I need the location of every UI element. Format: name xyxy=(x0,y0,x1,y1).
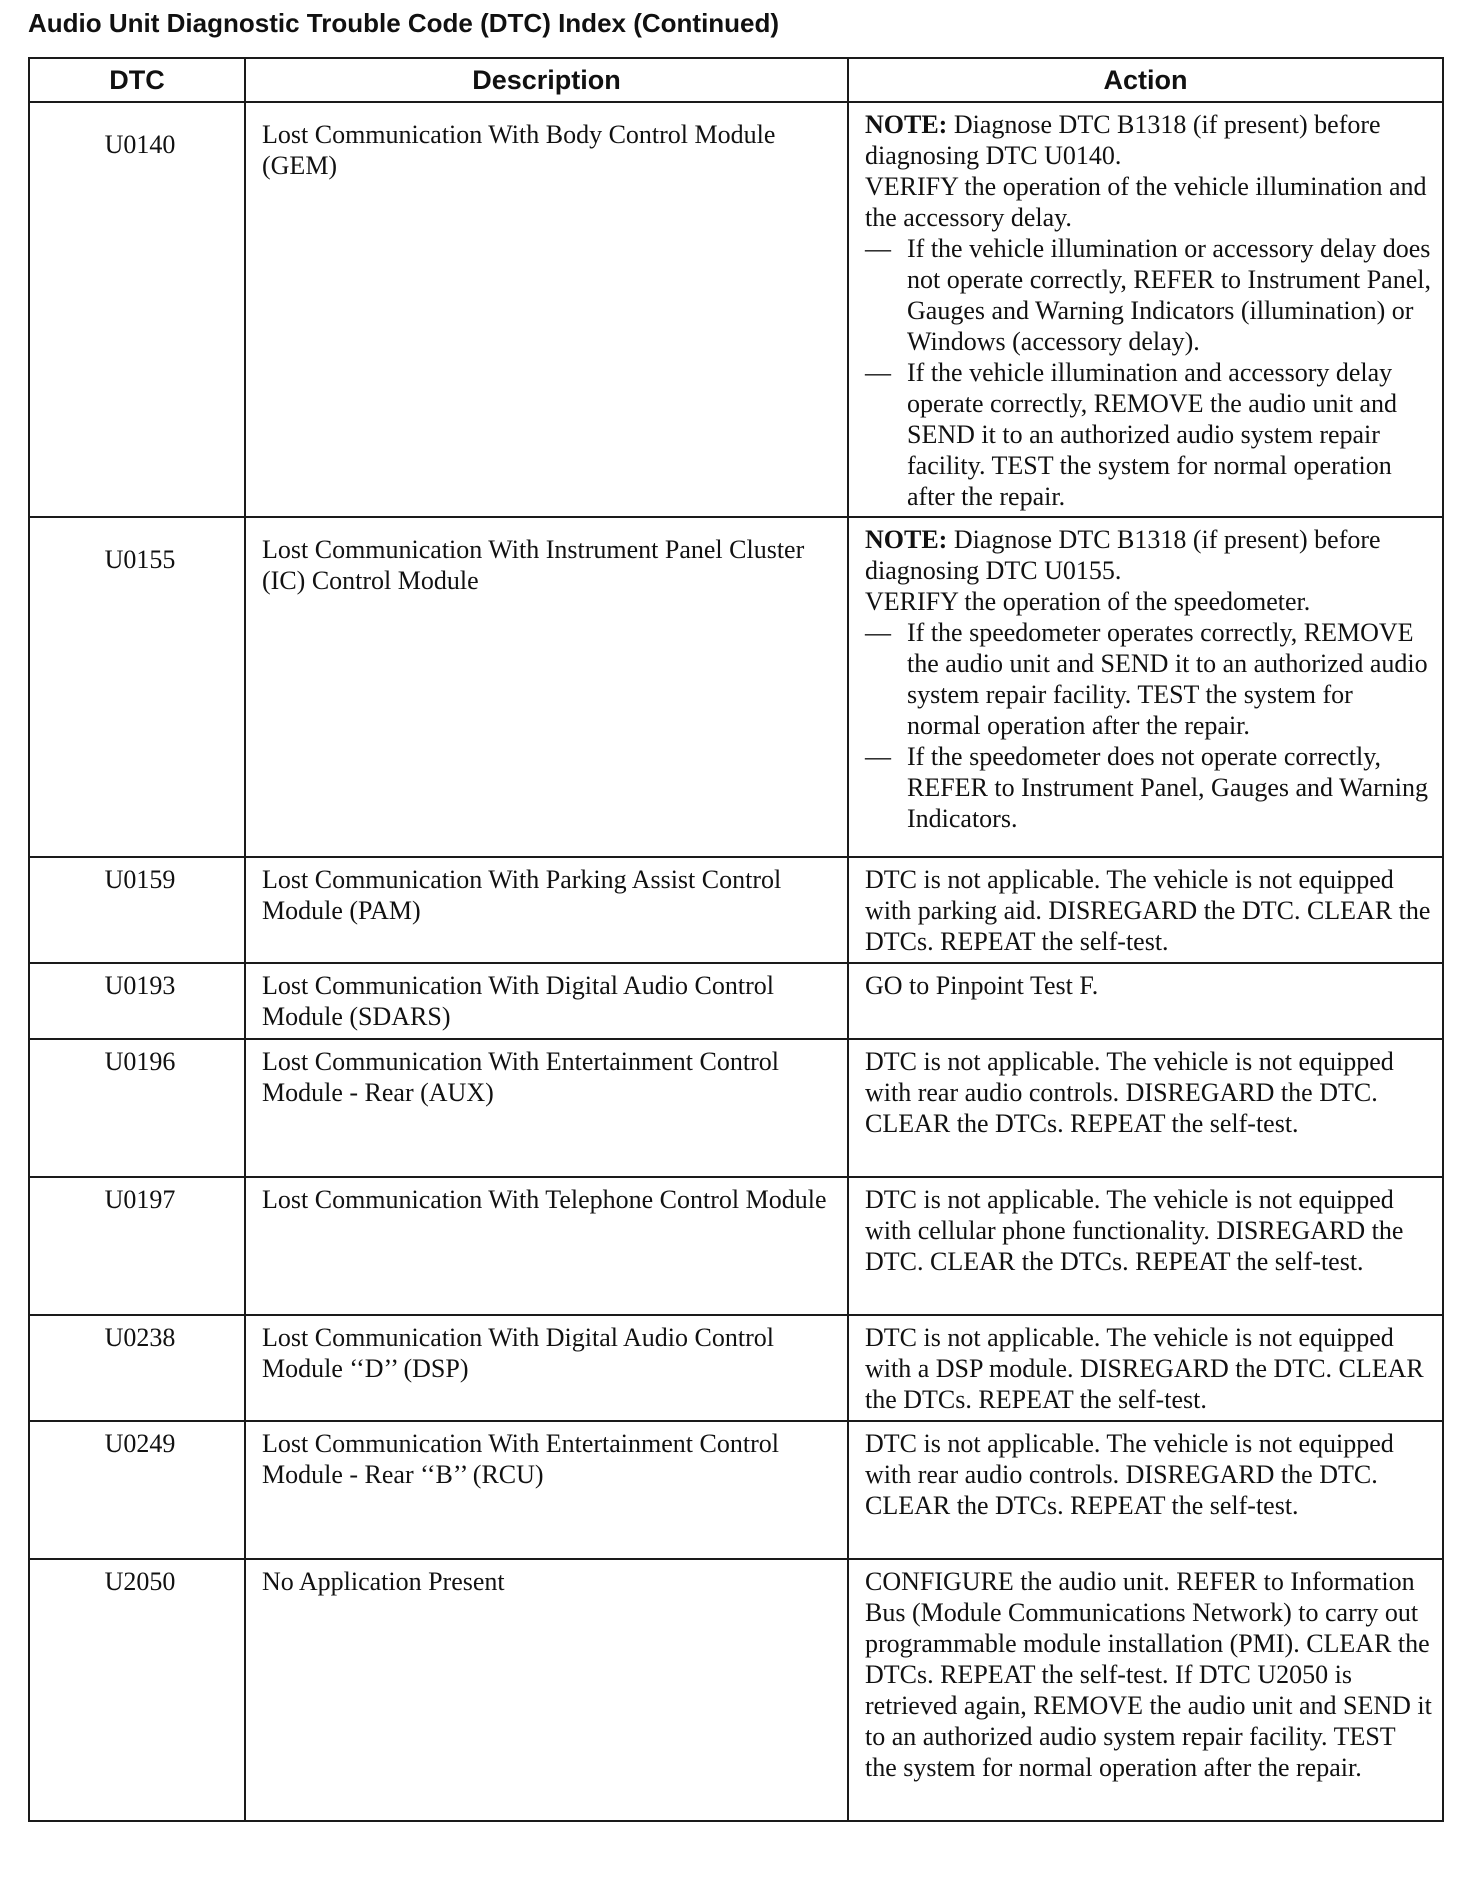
table-row xyxy=(29,1559,1443,1821)
description-cell: Lost Communication With Entertainment Control Module - Rear ‘‘B’’ (RCU) xyxy=(245,1421,848,1559)
action-step-text: If the vehicle illumination and accessory delay operate correctly, REMOVE the audio unit and SEND it to an authorized audio system repair facility. TEST the system for normal operation after the repair. xyxy=(907,358,1397,511)
action-steps xyxy=(865,233,1432,512)
note-text: Diagnose DTC B1318 (if present) before diagnosing DTC U0140. xyxy=(865,110,1381,170)
description-cell: Lost Communication With Instrument Panel Cluster (IC) Control Module xyxy=(245,517,848,857)
dtc-code-cell: U0155 xyxy=(29,517,245,857)
dtc-code-cell: U0140 xyxy=(29,102,245,517)
column-header-dtc: DTC xyxy=(29,58,245,102)
note-text: Diagnose DTC B1318 (if present) before diagnosing DTC U0155. xyxy=(865,525,1381,585)
description-cell: Lost Communication With Digital Audio Control Module ‘‘D’’ (DSP) xyxy=(245,1315,848,1421)
action-cell: DTC is not applicable. The vehicle is not equipped with rear audio controls. DISREGARD the DTC. CLEAR the DTCs. REPEAT the self-test. xyxy=(848,1039,1443,1177)
action-cell: DTC is not applicable. The vehicle is not equipped with cellular phone functionality. DISREGARD the DTC. CLEAR the DTCs. REPEAT the self-test. xyxy=(848,1177,1443,1315)
action-cell: DTC is not applicable. The vehicle is not equipped with rear audio controls. DISREGARD the DTC. CLEAR the DTCs. REPEAT the self-test. xyxy=(848,1421,1443,1559)
table-header-row xyxy=(29,58,1443,102)
description-cell: Lost Communication With Body Control Module (GEM) xyxy=(245,102,848,517)
action-step xyxy=(865,617,1432,741)
action-cell: GO to Pinpoint Test F. xyxy=(848,963,1443,1039)
table-row xyxy=(29,517,1443,857)
description-cell: Lost Communication With Parking Assist Control Module (PAM) xyxy=(245,857,848,963)
action-cell: CONFIGURE the audio unit. REFER to Information Bus (Module Communications Network) to carry out programmable module installation (PMI). CLEAR the DTCs. REPEAT the self-test. If DTC U2050 is retrieved again, REMOVE the audio unit and SEND it to an authorized audio system repair facility. TEST the system for normal operation after the repair. xyxy=(848,1559,1443,1821)
column-header-action: Action xyxy=(848,58,1443,102)
dash-bullet: — xyxy=(865,234,891,263)
action-text: VERIFY the operation of the speedometer. xyxy=(865,587,1311,616)
action-step xyxy=(865,233,1432,357)
action-cell: DTC is not applicable. The vehicle is not equipped with a DSP module. DISREGARD the DTC. CLEAR the DTCs. REPEAT the self-test. xyxy=(848,1315,1443,1421)
action-step-text: If the vehicle illumination or accessory delay does not operate correctly, REFER to Instrument Panel, Gauges and Warning Indicators (illumination) or Windows (accessory delay). xyxy=(907,234,1431,356)
action-cell xyxy=(848,102,1443,517)
dtc-code-cell: U0197 xyxy=(29,1177,245,1315)
table-row xyxy=(29,1039,1443,1177)
table-row xyxy=(29,102,1443,517)
dash-bullet: — xyxy=(865,358,891,387)
dtc-code-cell: U0249 xyxy=(29,1421,245,1559)
dash-bullet: — xyxy=(865,618,891,647)
action-steps xyxy=(865,617,1432,834)
action-note xyxy=(865,109,1432,171)
column-header-description: Description xyxy=(245,58,848,102)
action-note xyxy=(865,524,1432,586)
table-row xyxy=(29,963,1443,1039)
action-step xyxy=(865,357,1432,512)
dtc-code-cell: U0196 xyxy=(29,1039,245,1177)
dtc-code-cell: U0238 xyxy=(29,1315,245,1421)
dtc-code-cell: U0159 xyxy=(29,857,245,963)
table-row xyxy=(29,1315,1443,1421)
action-step-text: If the speedometer operates correctly, REMOVE the audio unit and SEND it to an authorized audio system repair facility. TEST the system for normal operation after the repair. xyxy=(907,618,1428,740)
table-row xyxy=(29,1177,1443,1315)
action-cell xyxy=(848,517,1443,857)
action-text: VERIFY the operation of the vehicle illumination and the accessory delay. xyxy=(865,172,1427,232)
table-row xyxy=(29,857,1443,963)
action-step-text: If the speedometer does not operate correctly, REFER to Instrument Panel, Gauges and Warning Indicators. xyxy=(907,742,1428,833)
description-cell: No Application Present xyxy=(245,1559,848,1821)
description-cell: Lost Communication With Entertainment Control Module - Rear (AUX) xyxy=(245,1039,848,1177)
note-label: NOTE: xyxy=(865,525,948,554)
description-cell: Lost Communication With Telephone Control Module xyxy=(245,1177,848,1315)
table-row xyxy=(29,1421,1443,1559)
dtc-code-cell: U2050 xyxy=(29,1559,245,1821)
dtc-code-cell: U0193 xyxy=(29,963,245,1039)
description-cell: Lost Communication With Digital Audio Control Module (SDARS) xyxy=(245,963,848,1039)
action-step xyxy=(865,741,1432,834)
note-label: NOTE: xyxy=(865,110,948,139)
page-title: Audio Unit Diagnostic Trouble Code (DTC) Index (Continued) xyxy=(28,8,780,38)
dash-bullet: — xyxy=(865,742,891,771)
action-cell: DTC is not applicable. The vehicle is not equipped with parking aid. DISREGARD the DTC. CLEAR the DTCs. REPEAT the self-test. xyxy=(848,857,1443,963)
dtc-index-table xyxy=(28,57,1444,1822)
